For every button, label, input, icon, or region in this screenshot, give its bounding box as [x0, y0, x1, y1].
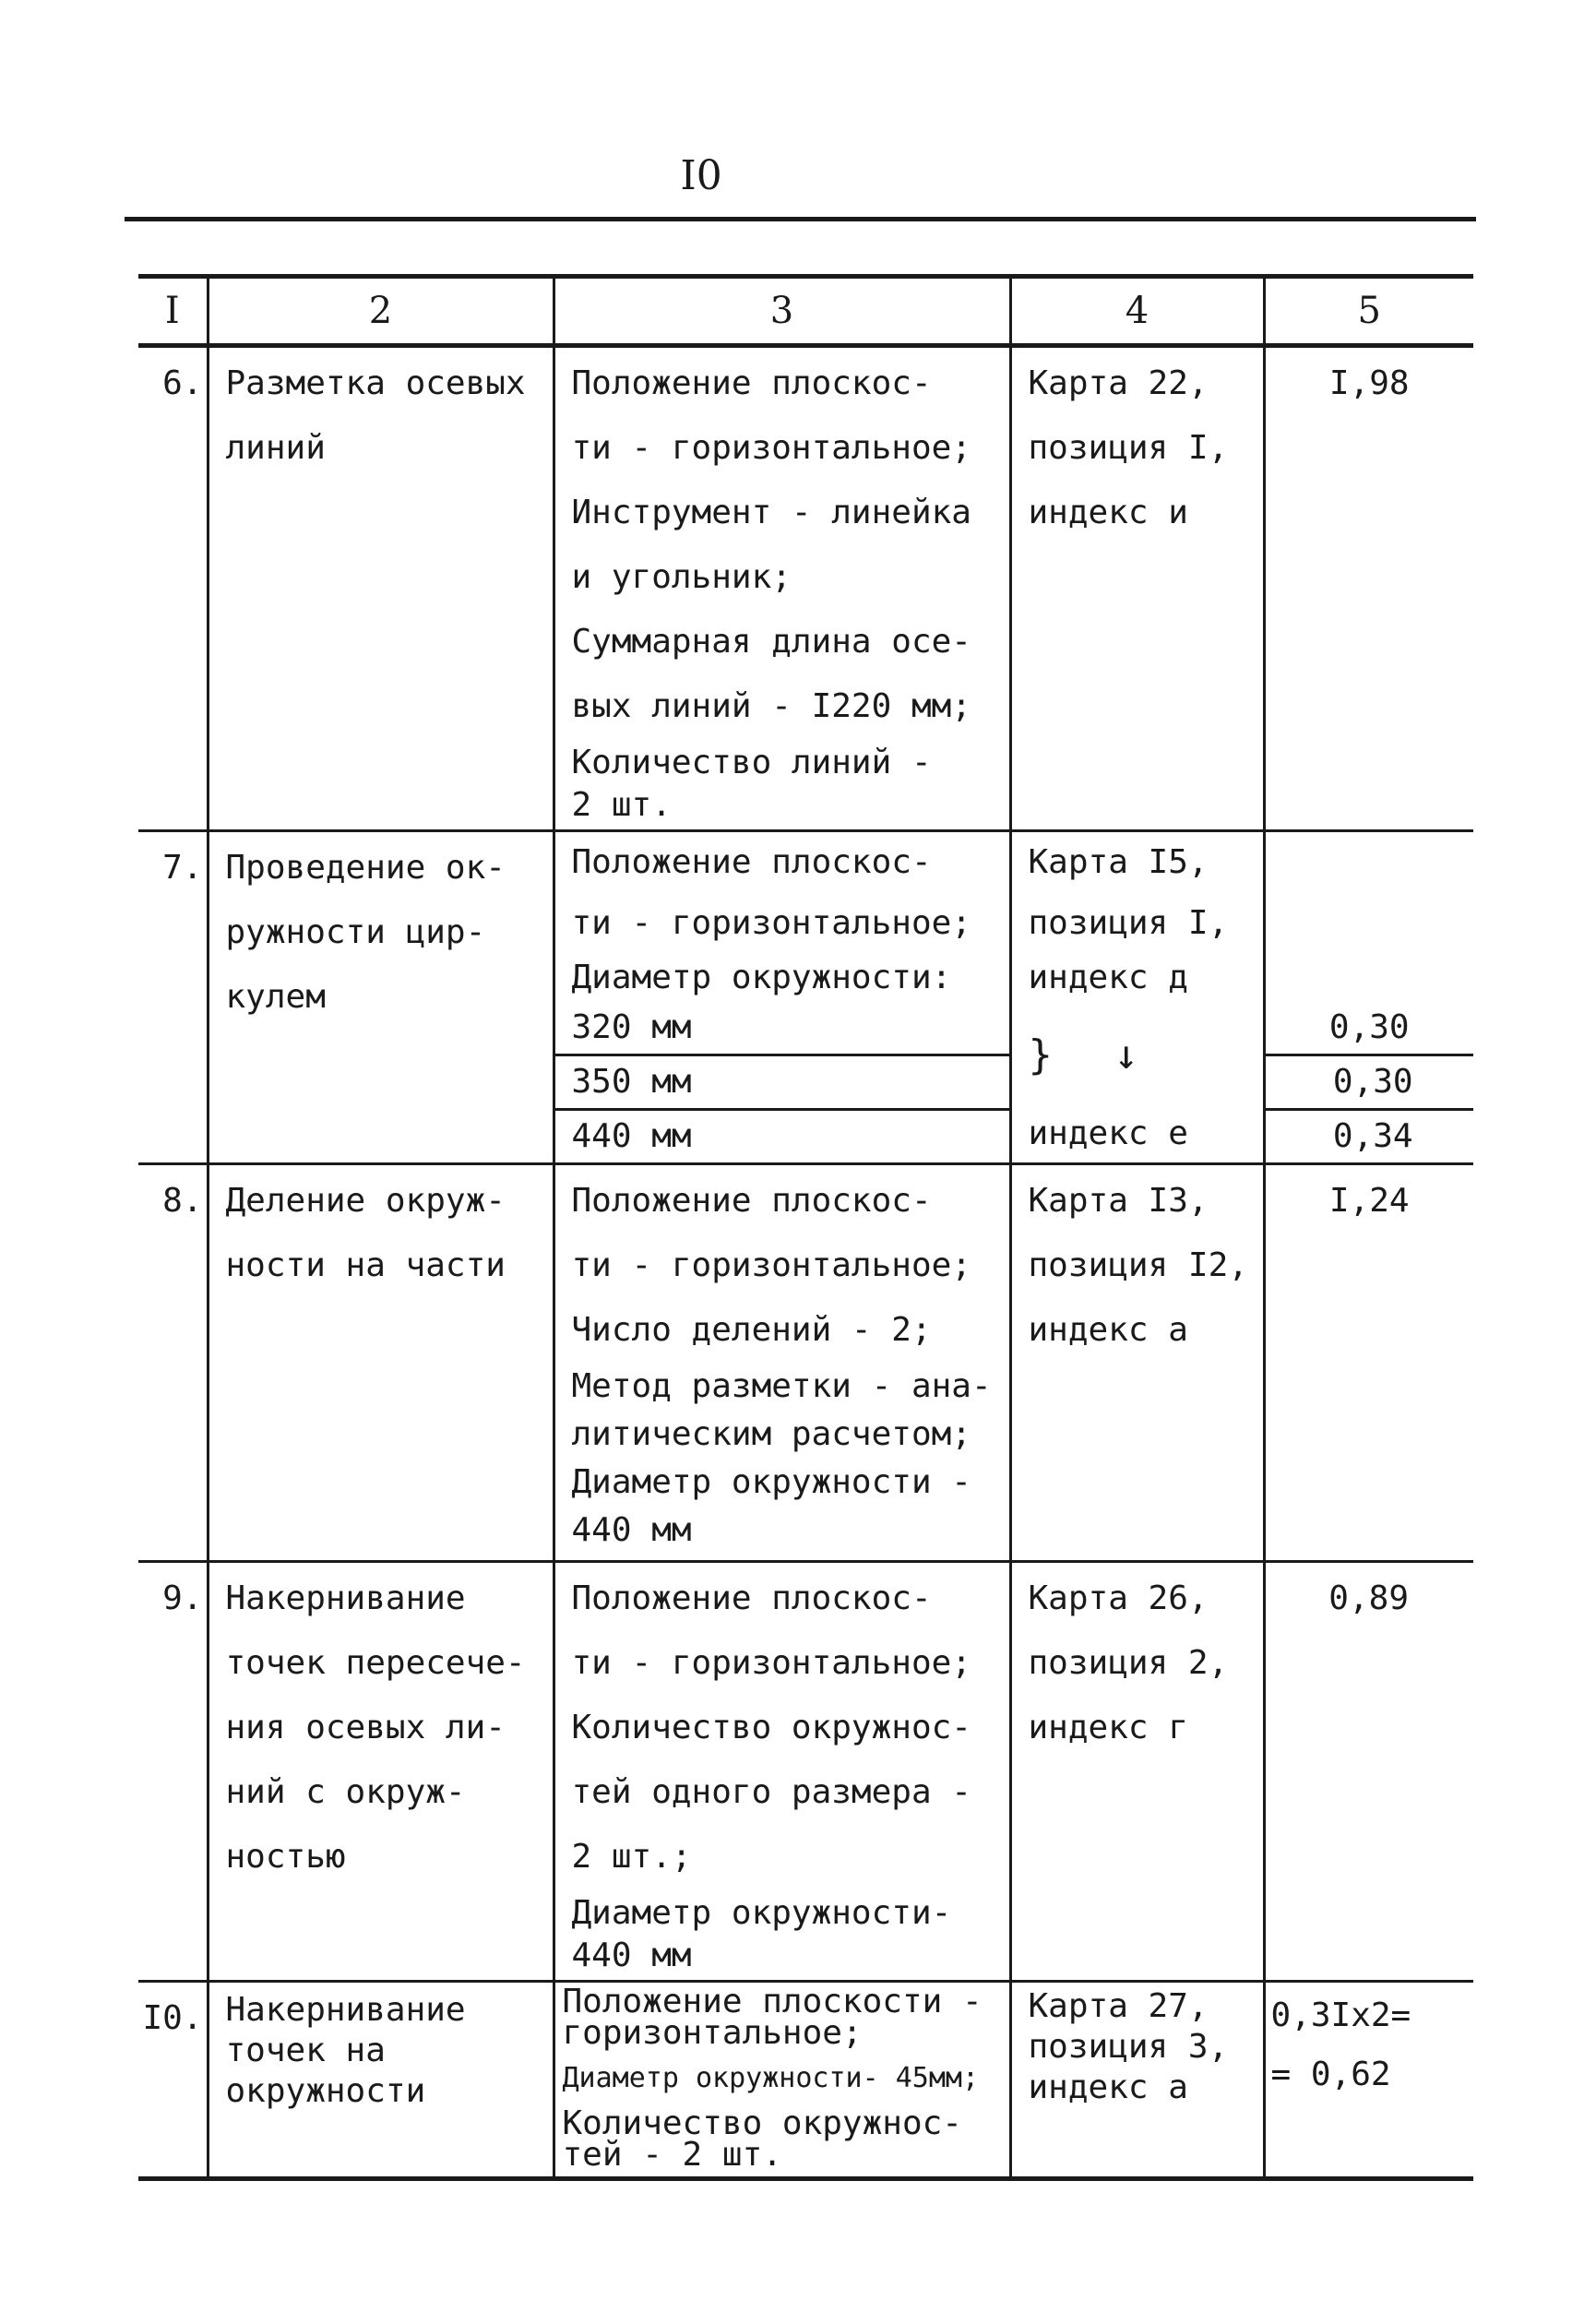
norms-table [138, 274, 1473, 2181]
text-line: Метод разметки - ана- [571, 1367, 992, 1405]
text-line: ружности цир- [225, 913, 486, 951]
time-value: 0,30 [1328, 1008, 1410, 1046]
text-line: индекс а [1028, 1311, 1188, 1349]
operation-cell [208, 831, 554, 1164]
diameter-value: 320 мм [571, 1008, 692, 1046]
conditions-cell [554, 1982, 1010, 2179]
time-value: 0,34 [1266, 1108, 1474, 1162]
text-line: Положение плоскос- [571, 1579, 932, 1617]
text-line: и угольник; [571, 558, 792, 596]
column-number: 5 [1264, 277, 1473, 346]
column-number: 2 [208, 277, 554, 346]
table-row [138, 1562, 1473, 1982]
diameter-value: 440 мм [555, 1108, 1009, 1162]
text-line: Карта 27, [1028, 1987, 1209, 2025]
conditions-cell [554, 831, 1010, 1164]
text-line: Диаметр окружности- [571, 1894, 952, 1932]
text-line: Количество окружнос- [571, 1709, 971, 1746]
source-cell [1010, 1164, 1264, 1562]
top-rule [125, 217, 1476, 221]
text-line: 440 мм [571, 1937, 692, 1974]
time-value: 0,3Iх2= [1270, 1996, 1411, 2034]
row-number: 9. [138, 1562, 208, 1982]
column-number: 4 [1010, 277, 1264, 346]
text-line: позиция I, [1028, 429, 1229, 467]
text-line: ти - горизонтальное; [571, 429, 971, 467]
time-value: = 0,62 [1270, 2056, 1391, 2093]
text-line: Положение плоскос- [571, 843, 932, 881]
row-number: 7. [138, 831, 208, 1164]
table-row [138, 346, 1473, 831]
text-line: ти - горизонтальное; [571, 904, 971, 942]
table-row [138, 1164, 1473, 1562]
text-line: индекс д [1028, 959, 1188, 996]
text-line: ний с окруж- [225, 1773, 466, 1811]
text-line: Диаметр окружности- 45мм; [562, 2062, 980, 2094]
text-line: Положение плоскос- [571, 364, 932, 402]
table-row [138, 831, 1473, 1164]
text-line: ности на части [225, 1246, 506, 1284]
conditions-cell [554, 1562, 1010, 1982]
operation-cell [208, 1164, 554, 1562]
text-line: ти - горизонтальное; [571, 1246, 971, 1284]
table-row [138, 1982, 1473, 2179]
text-line: Деление окруж- [225, 1182, 506, 1220]
text-line: позиция 3, [1028, 2028, 1229, 2066]
text-line: Инструмент - линейка [571, 494, 971, 531]
text-line: Накернивание [225, 1579, 466, 1617]
row-number: I0. [138, 1982, 208, 2179]
text-line: Положение плоскос- [571, 1182, 932, 1220]
text-line: Разметка осевых [225, 364, 526, 402]
text-line: литическим расчетом; [571, 1415, 971, 1453]
source-cell [1010, 1562, 1264, 1982]
time-value: I,24 [1264, 1164, 1473, 1562]
time-value: 0,89 [1264, 1562, 1473, 1982]
text-line: Карта I3, [1028, 1182, 1209, 1220]
time-value: I,98 [1264, 346, 1473, 831]
column-number: I [138, 277, 208, 346]
text-line: 2 шт.; [571, 1838, 692, 1876]
text-line: тей - 2 шт. [562, 2136, 782, 2174]
text-line: Проведение ок- [225, 849, 506, 887]
text-line: индекс г [1028, 1709, 1188, 1746]
conditions-cell [554, 1164, 1010, 1562]
text-line: позиция I, [1028, 904, 1229, 942]
text-line: Суммарная длина осе- [571, 623, 971, 661]
text-line: тей одного размера - [571, 1773, 971, 1811]
text-line: позиция 2, [1028, 1644, 1229, 1682]
text-line: Карта I5, [1028, 843, 1209, 881]
text-line: Количество окружнос- [562, 2104, 962, 2142]
text-line: 2 шт. [571, 786, 672, 824]
text-line: Диаметр окружности - [571, 1463, 971, 1501]
text-line: вых линий - I220 мм; [571, 687, 971, 725]
diameter-value: 350 мм [555, 1054, 1009, 1108]
text-line: кулем [225, 978, 326, 1016]
source-cell [1010, 831, 1264, 1164]
text-line: 440 мм [571, 1511, 692, 1549]
text-line: Карта 26, [1028, 1579, 1209, 1617]
text-line: Карта 22, [1028, 364, 1209, 402]
source-cell [1010, 346, 1264, 831]
text-line: позиция I2, [1028, 1246, 1248, 1284]
spacer [1266, 832, 1474, 1002]
text-line: Диаметр окружности: [571, 959, 952, 996]
text-line: ти - горизонтальное; [571, 1644, 971, 1682]
page-number: I0 [680, 152, 722, 199]
text-line: точек на [225, 2032, 386, 2069]
column-number: 3 [554, 277, 1010, 346]
text-line: горизонтальное; [562, 2014, 863, 2052]
operation-cell [208, 346, 554, 831]
row-number: 6. [138, 346, 208, 831]
text-line: линий [225, 429, 326, 467]
text-line: окружности [225, 2072, 426, 2110]
brace-arrow-icon: } ↓ [1028, 1031, 1157, 1079]
text-line: точек пересече- [225, 1644, 526, 1682]
text-line: Число делений - 2; [571, 1311, 932, 1349]
text-line: ностью [225, 1838, 346, 1876]
source-cell [1010, 1982, 1264, 2179]
row-number: 8. [138, 1164, 208, 1562]
operation-cell [208, 1982, 554, 2179]
text-line: ния осевых ли- [225, 1709, 506, 1746]
text-line: Положение плоскости - [562, 1983, 983, 2020]
text-line: Накернивание [225, 1991, 466, 2029]
text-line: индекс а [1028, 2068, 1188, 2106]
time-value-cell [1264, 831, 1473, 1164]
operation-cell [208, 1562, 554, 1982]
text-line: индекс и [1028, 494, 1188, 531]
time-value-cell [1264, 1982, 1473, 2179]
conditions-cell [554, 346, 1010, 831]
text-line: Количество линий - [571, 744, 932, 781]
time-value: 0,30 [1266, 1054, 1474, 1108]
text-line: индекс е [1028, 1114, 1188, 1152]
column-number-row [138, 277, 1473, 346]
